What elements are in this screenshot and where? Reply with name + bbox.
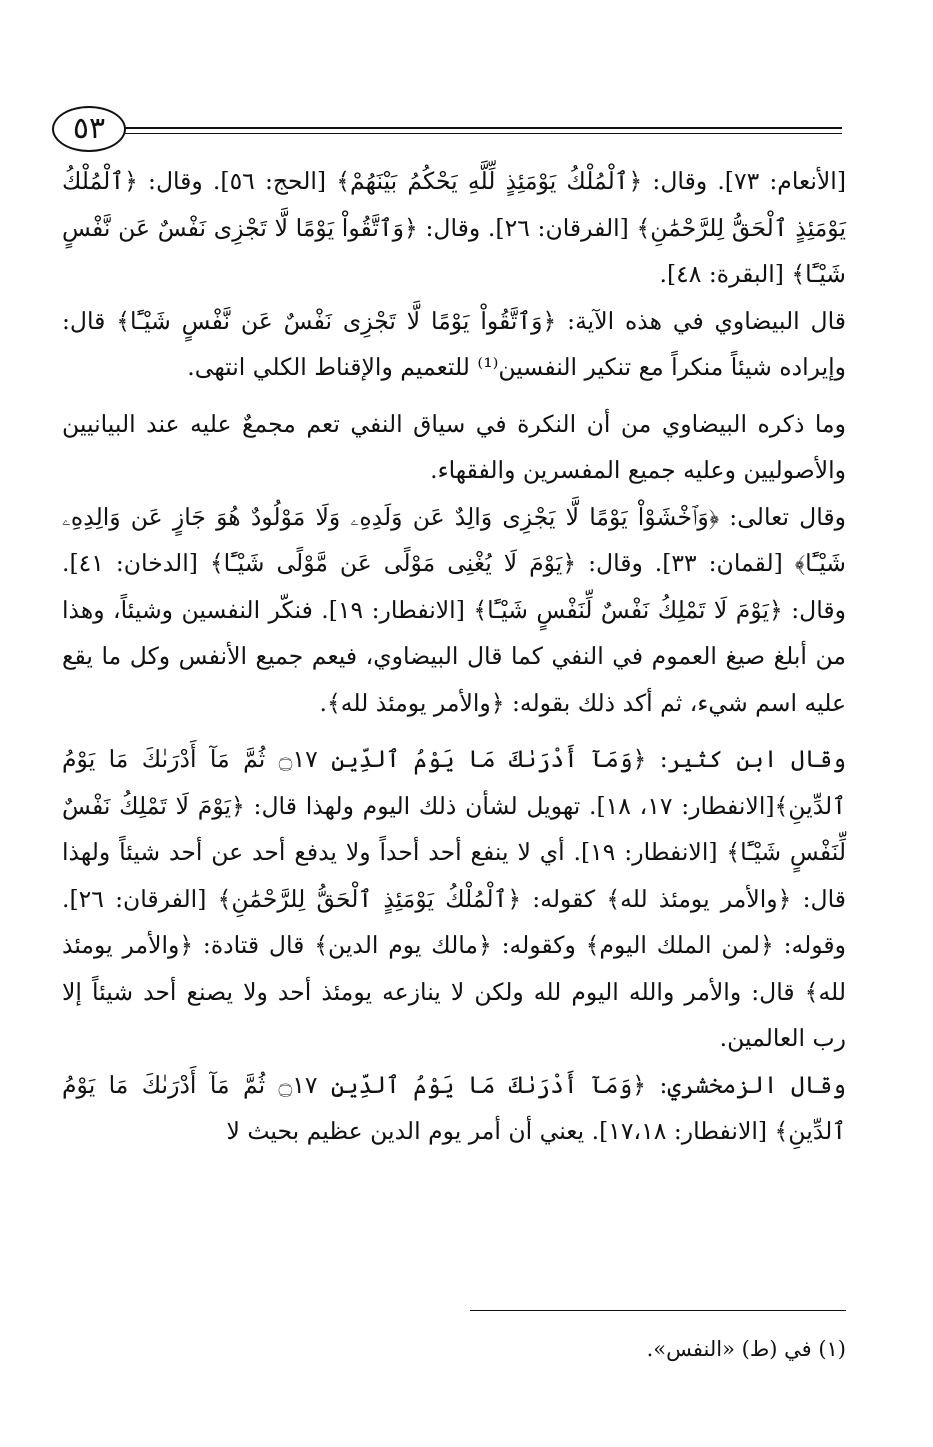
paragraph: وقال ابن كثير: ﴿وَمَآ أَدْرَىٰكَ مَا يَوْمُ ٱلدِّينِ ۝١٧ ثُمَّ مَآ أَدْرَىٰكَ مَا يَوْمُ ٱلدِّينِ﴾[الانفطار: ١٧، ١٨]. تهويل لشأن ذلك اليوم ولهذا قال: ﴿يَوْمَ لَا تَمْلِكُ نَفْسٌ لِّنَفْسٍ شَيْـًٔا﴾ [الانفطار: ١٩]. أي لا ينفع أحد أحداً ولا يدفع أحد عن أحد شيئاً ولهذا قال: ﴿والأمر يومئذ لله﴾ كقوله: ﴿ٱلْمُلْكُ يَوْمَئِذٍ ٱلْحَقُّ لِلرَّحْمَٰنِ﴾ [الفرقان: ٢٦]. وقوله: ﴿لمن الملك اليوم﴾ وكقوله: ﴿مالك يوم الدين﴾ قال قتادة: ﴿والأمر يومئذ لله﴾ قال: والأمر والله اليوم لله ولكن لا ينازعه يومئذ أحد ولا يصنع أحد شيئاً إلا رب العالمين.	[62, 745, 846, 1052]
paragraph: وما ذكره البيضاوي من أن النكرة في سياق النفي تعم مجمعٌ عليه عند البيانيين والأصوليين وعليه جميع المفسرين والفقهاء.	[62, 409, 846, 484]
header-rule	[122, 127, 842, 129]
footnote: (١) في (ط) «النفس».	[646, 1337, 846, 1361]
page-header	[52, 106, 842, 156]
paragraph: وقال الزمخشري: ﴿وَمَآ أَدْرَىٰكَ مَا يَوْمُ ٱلدِّينِ ۝١٧ ثُمَّ مَآ أَدْرَىٰكَ مَا يَوْمُ ٱلدِّينِ﴾ [الانفطار: ١٧،١٨]. يعني أن أمر يوم الدين عظيم بحيث لا	[62, 1070, 846, 1145]
paragraph: [الأنعام: ٧٣]. وقال: ﴿ٱلْمُلْكُ يَوْمَئِذٍ لِّلَّهِ يَحْكُمُ بَيْنَهُمْ﴾ [الحج: ٥٦]. وقال: ﴿ٱلْمُلْكُ يَوْمَئِذٍ ٱلْحَقُّ لِلرَّحْمَٰنِ﴾ [الفرقان: ٢٦]. وقال: ﴿وَٱتَّقُواْ يَوْمًا لَّا تَجْزِى نَفْسٌ عَن نَّفْسٍ شَيْـًٔا﴾ [البقرة: ٤٨].	[62, 167, 846, 288]
paragraph: وقال تعالى: ﴿وَٱخْشَوْاْ يَوْمًا لَّا يَجْزِى وَالِدٌ عَن وَلَدِهِۦ وَلَا مَوْلُودٌ هُوَ جَازٍ عَن وَالِدِهِۦ شَيْـًٔا﴾ [لقمان: ٣٣]. وقال: ﴿يَوْمَ لَا يُغْنِى مَوْلًى عَن مَّوْلًى شَيْـًٔا﴾ [الدخان: ٤١]. وقال: ﴿يَوْمَ لَا تَمْلِكُ نَفْسٌ لِّنَفْسٍ شَيْـًٔا﴾ [الانفطار: ١٩]. فنكّر النفسين وشيئاً، وهذا من أبلغ صيغ العموم في النفي كما قال البيضاوي، فيعم جميع الأنفس وكل ما يقع عليه اسم شيء، ثم أكد ذلك بقوله: ﴿والأمر يومئذ لله﴾.	[62, 502, 846, 717]
page-number: ٥٣	[52, 106, 126, 152]
paragraph: قال البيضاوي في هذه الآية: ﴿وَٱتَّقُواْ يَوْمًا لَّا تَجْزِى نَفْسٌ عَن نَّفْسٍ شَيْـًٔا﴾ قال: وإيراده شيئاً منكراً مع تنكير النفسين⁽¹⁾ للتعميم والإقناط الكلي انتهى.	[62, 306, 846, 381]
footnote-separator	[470, 1310, 846, 1311]
header-rule-thin	[122, 133, 842, 134]
main-text	[62, 158, 846, 1155]
